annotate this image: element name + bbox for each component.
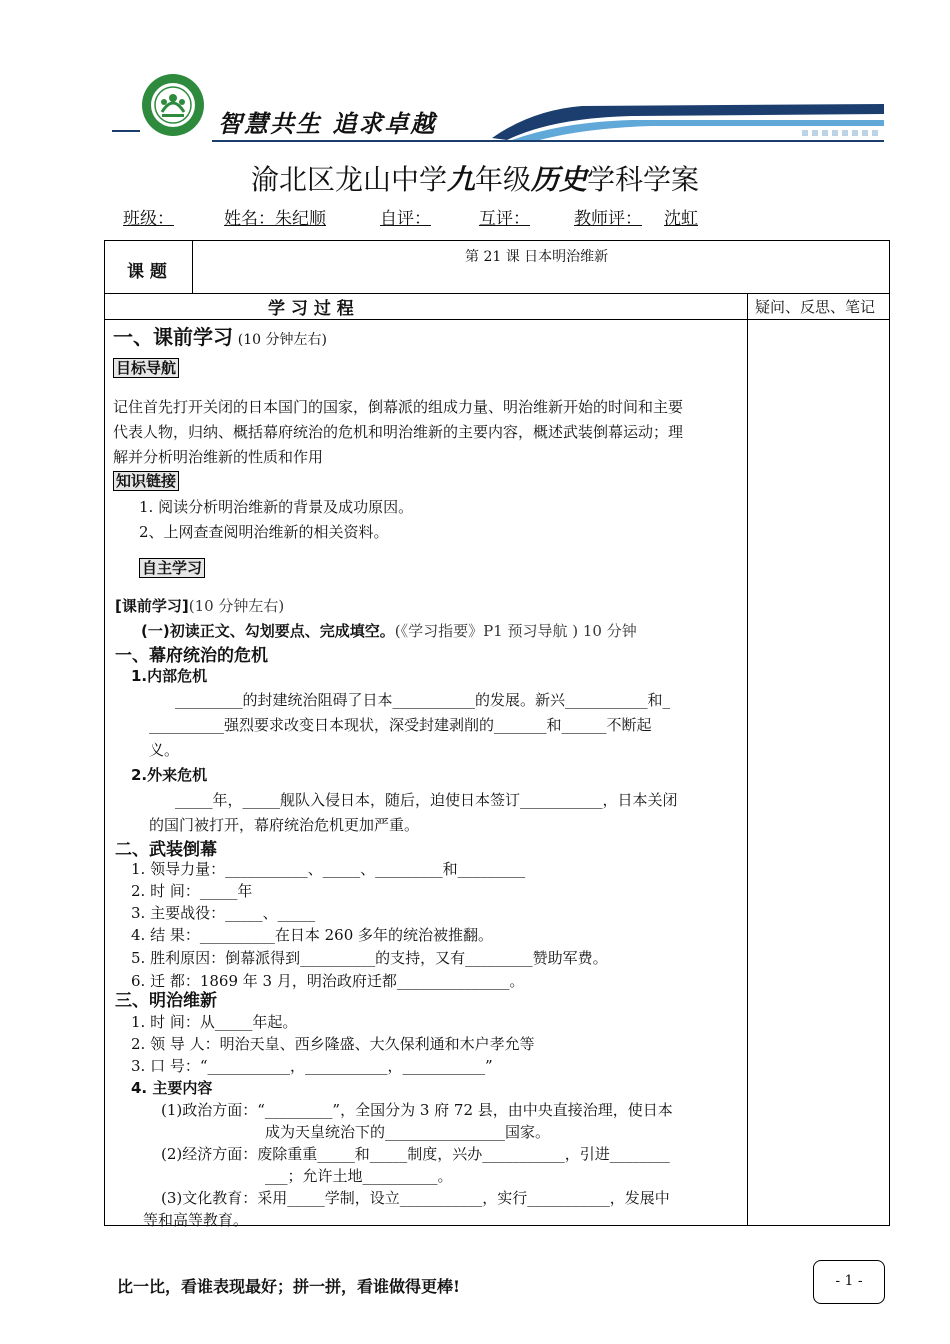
school-motto: 智慧共生 追求卓越	[218, 109, 437, 138]
fill-line: 成为天皇统治下的________________国家。	[265, 1123, 551, 1141]
process-header: 学 习 过 程	[268, 299, 354, 319]
fill-line: 3. 口 号：“___________，___________，___________”	[131, 1057, 493, 1075]
study-plan-table	[104, 240, 890, 1229]
fill-line: 1. 时 间：从_____年起。	[131, 1013, 298, 1031]
fill-line: _________的封建统治阻碍了日本___________的发展。新兴___________和_	[175, 691, 671, 709]
fill-line: (2)经济方面：废除重重_____和_____制度，兴办___________，引进________	[161, 1145, 670, 1163]
fill-line: 1. 领导力量：___________、_____、_________和_________	[131, 860, 526, 878]
footer-slogan: 比一比，看谁表现最好；拼一拼，看谁做得更棒!	[117, 1277, 461, 1296]
fill-line: 5. 胜利原因：倒幕派得到__________的支持，又有_________赞助军费。	[131, 949, 608, 967]
fill-line: (3)文化教育：采用_____学制，设立___________，实行___________，发展中	[161, 1189, 670, 1207]
fill-line: 6. 迁 都：1869 年 3 月，明治政府迁都_______________。	[131, 972, 525, 990]
heading-armed: 二、武装倒幕	[115, 840, 217, 860]
fill-line: 2. 领 导 人：明治天皇、西乡隆盛、大久保利通和木户孝允等	[131, 1035, 535, 1053]
goal-box: 目标导航	[113, 358, 179, 378]
table-divider	[747, 293, 748, 1226]
notes-header: 疑问、反思、笔记	[755, 298, 876, 316]
heading-crisis: 一、幕府统治的危机	[115, 646, 268, 666]
fill-line: 的国门被打开，幕府统治危机更加严重。	[149, 816, 420, 834]
knowledge-box: 知识链接	[113, 471, 179, 491]
step-one: (一)初读正文、勾划要点、完成填空。(《学习指要》P1 预习导航 ) 10 分钟	[141, 622, 637, 640]
fill-line: ___；允许土地__________。	[265, 1167, 453, 1185]
teacher-eval-label: 教师评：	[574, 209, 642, 229]
sub-heading: 4. 主要内容	[131, 1079, 213, 1097]
knowledge-item: 2、上网查查阅明治维新的相关资料。	[139, 523, 389, 541]
fill-line: 义。	[149, 741, 180, 759]
heading-meiji: 三、明治维新	[115, 991, 217, 1011]
goal-text-line: 记住首先打开关闭的日本国门的国家，倒幕派的组成力量、明治维新开始的时间和主要	[113, 398, 684, 416]
table-divider	[105, 319, 889, 320]
fill-line: __________强烈要求改变日本现状，深受封建剥削的_______和______不断起	[149, 716, 652, 734]
fill-line: _____年，_____舰队入侵日本，随后，迫使日本签订___________，日本关闭	[175, 791, 678, 809]
fill-line: 等和高等教育。	[143, 1211, 249, 1229]
teacher-name: 沈虹	[664, 209, 698, 229]
page-number: - 1 -	[813, 1260, 885, 1304]
goal-text-line: 解并分析明治维新的性质和作用	[113, 448, 324, 466]
fill-line: 2. 时 间：_____年	[131, 882, 253, 900]
fill-line: 4. 结 果：__________在日本 260 多年的统治被推翻。	[131, 926, 494, 944]
section-pre-study: 一、课前学习 (10 分钟左右)	[113, 325, 327, 349]
table-divider	[105, 293, 889, 294]
page-title: 渝北区龙山中学九年级历史学科学案	[250, 163, 700, 196]
self-eval-label: 自评：	[380, 209, 431, 229]
topic-label: 课 题	[127, 262, 167, 282]
name-label: 姓名：朱纪顺	[224, 209, 326, 229]
fill-line: 3. 主要战役：_____、_____	[131, 904, 316, 922]
fill-line: (1)政治方面：“_________”，全国分为 3 府 72 县，由中央直接治理，使日本	[161, 1101, 673, 1119]
topic-title: 第 21 课 日本明治维新	[465, 249, 609, 265]
sub-heading: 1.内部危机	[131, 667, 208, 685]
table-divider	[192, 241, 193, 293]
sub-heading: 2.外来危机	[131, 766, 208, 784]
self-study-box: 自主学习	[139, 558, 205, 578]
pre-study-label: [课前学习](10 分钟左右)	[115, 597, 285, 615]
goal-text-line: 代表人物，归纳、概括幕府统治的危机和明治维新的主要内容，概述武装倒幕运动；理	[113, 423, 684, 441]
knowledge-item: 1. 阅读分析明治维新的背景及成功原因。	[139, 498, 414, 516]
class-label: 班级：	[123, 209, 174, 229]
peer-eval-label: 互评：	[479, 209, 530, 229]
